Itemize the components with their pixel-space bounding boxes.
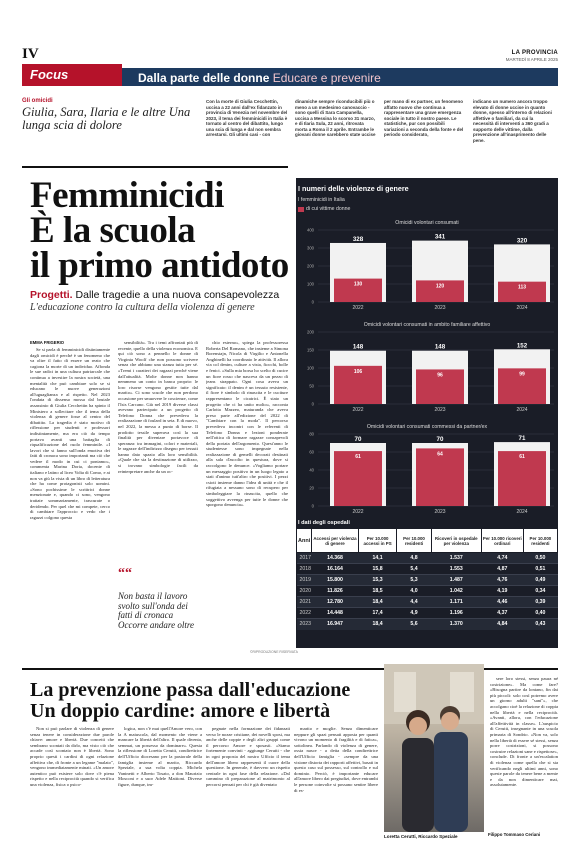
bar-total-label: 148 [352, 343, 364, 351]
chart-title: Omicidi volontari consumati commessi da partner/ex [366, 424, 488, 430]
table-header-cell: Per 10.000 ricoveri ordinari [481, 529, 523, 553]
bottom-col-1-text: Non si può parlare di violenza di genere senza tenere in considerazione due parole chiave: amore e libertà. Due concetti che sembrano scontati da dirlo, ma visto ciò che accade così scontato non è libertà. Sono proprio questi i cardini di ogni relazione affettiva che, di fronte a un legame "malato", vengono immediatamente minati. «Un amore autentico può esistere solo dove c'è piena rispetto e nella reciprocità quando si verifica una violenza, fisica o psico- [30, 726, 114, 787]
legend-label: di cui vittime donne [306, 206, 351, 212]
table-cell: 4,46 [481, 597, 523, 608]
y-tick-label: 60 [309, 449, 314, 455]
table-cell: 16.164 [312, 564, 359, 575]
table-cell: 15,8 [358, 564, 397, 575]
table-header-cell: Per 10.000 residenti [397, 529, 431, 553]
y-tick-label: 50 [309, 383, 314, 389]
table-row [297, 586, 558, 597]
table-cell: 1.487 [431, 575, 481, 586]
table-row [297, 564, 558, 575]
table-cell: 2023 [297, 619, 312, 630]
standfirst-sub: L'educazione contro la cultura della violenza di genere [30, 302, 255, 313]
y-tick-label: 100 [307, 365, 314, 371]
table-header-cell: Per 10.000 residenti [523, 529, 557, 553]
table-cell: 1.537 [431, 553, 481, 564]
table-cell: 0,39 [523, 597, 557, 608]
x-tick-label: 2022 [352, 305, 364, 311]
couple-photo-illustration [384, 664, 484, 832]
chart-title: Omicidi volontari consumati in ambito familiare affettivo [363, 322, 491, 328]
table-cell: 4,9 [397, 608, 431, 619]
table-cell: 5,4 [397, 564, 431, 575]
article-col-1-text: Se si parla di femminicidi distintamente dagli omicidi è perché è un fenomeno che va oltre il fatto di essere un reato che cagiona la morte di un individuo. Affonda le sue radici in una cultura patriarcale che continua a investire la nostra società, una mentalità che può cambiare solo se si educano le nuove generazioni all'uguaglianza e al rispetto. Nel 2023 l'ondata di dissenso mossa dal brutale assassinio di Giulia Cecchettin ha spinto il Ministero a sollecitare che il tema della violenza di genere fosse al centro del dibattito. La tragedia è stato motivo di riflessione per studenti e professori indistintamente, ma era ciò da tempo portava avanti una battaglia di riqualificazione del ruolo femminile. «I lavori che si fanno sull'onda emotiva dei fatti di cronaca sono importanti ma ciò che vedere il modo in cui ci poniamo», commenta Marina Doria, docente di italiano e latino al liceo Volta di Como, e ai non va giù la vista di un libro di letteratura che ha come protagonisti solo uomini. «Sono pochissime le scrittrici donne menzionate e, quando ci sono, vengono trattate sommariamente, trascurate o deridendo. Per quel che mi compete, cerco di cambiare l'approccio e vedo che i ragazzi colgono questa [30, 347, 110, 520]
table-row [297, 575, 558, 586]
table-cell: 2018 [297, 564, 312, 575]
x-tick-label: 2023 [434, 407, 446, 413]
copyright: ©RIPRODUZIONE RISERVATA [250, 650, 298, 654]
bar-women-label: 120 [435, 283, 445, 290]
infographic-subtitle: I femminicidi in Italia [298, 197, 345, 203]
focus-label: Focus [30, 67, 69, 82]
bar-women-label: 99 [519, 371, 525, 378]
table-header-cell: Anni [297, 529, 312, 553]
standfirst [30, 289, 290, 301]
bar-total-label: 152 [516, 342, 528, 350]
bar-total-label: 328 [352, 235, 364, 243]
headline-line-2: È la scuola [30, 210, 196, 251]
article-col-3 [206, 340, 288, 652]
omicidi-columns [206, 99, 558, 159]
table-cell: 4,87 [481, 564, 523, 575]
omicidi-col-3: per mano di ex partner, un fenomeno affatto nuovo che continua a rappresentare una grave emergenza sociale in tutto il nostro paese. Le statistiche, pur con possibili variazioni a seconda della fonte e del periodo considerato, [384, 99, 464, 137]
table-cell: 4,74 [481, 553, 523, 564]
bar-women-label: 130 [353, 281, 363, 288]
table-cell: 12.780 [312, 597, 359, 608]
table-row [297, 608, 558, 619]
y-tick-label: 0 [311, 299, 314, 305]
headline-line-1: Femminicidi [30, 175, 224, 216]
bottom-headline-2: Un doppio cardine: amore e libertà [30, 700, 331, 722]
table-cell: 15,3 [358, 575, 397, 586]
table-cell: 1.171 [431, 597, 481, 608]
table-cell: 4,76 [481, 575, 523, 586]
infographic-title: I numeri delle violenze di genere [298, 184, 409, 193]
x-tick-label: 2024 [516, 509, 528, 515]
bottom-col-3 [206, 726, 290, 832]
table-header-row [297, 529, 558, 553]
omicidi-col-4: indicano un numero ancora troppo elevato di donne uccise in quanto donne, spesso all'interno di relazioni affettive o familiari, da cui la necessità di interventi a 360 gradi a supporto delle vittime, dalla prevenzione all'inasprimento delle pene. [473, 99, 552, 143]
bar-total-label: 320 [516, 237, 528, 245]
y-tick-label: 300 [307, 245, 314, 251]
table-cell: 2020 [297, 586, 312, 597]
table-cell: 16.947 [312, 619, 359, 630]
table-cell: 17,4 [358, 608, 397, 619]
bar-total-label: 70 [436, 436, 444, 443]
x-tick-label: 2024 [516, 305, 528, 311]
table-cell: 5,6 [397, 619, 431, 630]
omicidi-col-1: Con la morte di Giulia Cecchettin, uccisa a 22 anni dall'ex fidanzato in provincia di Venezia nel novembre del 2023, il tema dei femminicidi in Italia è tornato al centro del dibattito, lungo una scia di lunga e dal non sembra arrestarsi. Gli ultimi casi - con [206, 99, 288, 137]
headline-rule [22, 166, 288, 168]
page-number: IV [22, 46, 39, 62]
hospital-table [296, 528, 558, 630]
bar-total-label: 70 [354, 436, 362, 443]
x-tick-label: 2023 [434, 509, 446, 515]
article-col-2 [118, 340, 198, 562]
photo-caption: Loretta Cerutti, Riccardo Speziale [384, 834, 458, 839]
table-cell: 4,84 [481, 619, 523, 630]
issue-date: MARTEDÌ 8 APRILE 2025 [505, 57, 558, 62]
section-title-bold: Dalla parte delle donne [138, 71, 270, 85]
table-cell: 14,1 [358, 553, 397, 564]
table-cell: 4,19 [481, 586, 523, 597]
table-cell: 0,49 [523, 575, 557, 586]
main-headline [30, 175, 290, 286]
table-header-cell: Per 10.000 accessi in PS [358, 529, 397, 553]
table-cell: 2017 [297, 553, 312, 564]
omicidi-col-2: dinamiche sempre riconducibili più o meno a un medesimo canovaccio - sono quelli di Sara Campanella, uccisa a Messina lo scorso 31 marzo, e di Ilaria Sula, 22 anni, ritrovata morta a Roma il 2 aprile. Entrambe le giovani donne sarebbero state uccise [295, 99, 376, 137]
table-cell: 0,40 [523, 608, 557, 619]
bottom-col-4 [294, 726, 378, 832]
table-cell: 18,5 [358, 586, 397, 597]
bar-women-label: 64 [437, 451, 443, 458]
bar-total-label: 71 [518, 435, 526, 443]
y-tick-label: 200 [307, 263, 314, 269]
bottom-col-2-text: logica, non c'è mai quell'Amore vero, con la A maiuscola, dal momento che viene a mancare la libertà dell'altro. Il quale diventa, semmai, un possesso da dominare». Questa la riflessione di Loretta Cerutti, condirettrice dell'Ufficio diocesano per la pastorale della famiglia insieme al marito, Riccardo Speziale, a sua volta coppia. Michela Vaninetti e Alberto Tosato, a don Maurizio Mosconi e a suor Adele Mattioni. Diverse figure, dunque, im- [118, 726, 202, 787]
bar-total-label: 148 [434, 343, 446, 351]
x-tick-label: 2022 [352, 509, 364, 515]
bottom-col-5-text: sere loro stessi, senza paura né costrizione». Ma come fare? «Bisogna partire da lontano, fin dai più piccoli: solo così potremo avere un giorno adulti "sani"», che accolgano cioè la relazione di coppia nella libertà e nella reciprocità. «Avanti, allora, con l'educazione all'affettività in classe». L'auspicio di Cerutti, insegnante in una scuola primaria di Sondrio. «Non va, solo nella libertà di essere sé stessi, senza porre costrizioni, si possono costruire relazioni sane e rispettose», conclude. Di fronte a un'escalation di violenza come quella che si sta verificando negli ultimi anni, sono queste parole da tenere bene a mente e da non dimenticare mai, assolutamente. [490, 676, 558, 788]
table-cell: 4,4 [397, 597, 431, 608]
bar-charts [296, 214, 558, 518]
article-col-2-text: sensibilità». Tra i temi affrontati più di recente, quello della violenza economica. E qui ciò sono a pennello le donne di Virginia Woolf che non possono scrivere senza che abbiano una stanza tutta per sé. «Tremi i caratteri dei ragazzi perché viene dall'attualità. Molte donne non hanno nemmeno un conto in banca proprio: le loro risorse vengono gestite tutte dal marito». Ci sono scuole che non perdono occasione per smuovere le coscienze, come l'Isis Carcano. Già nel 2019 diverse classi avevano partecipato a un progetto di Telefono Donna che prevedeva la realizzazione di foulard in seta. E di nuovo, nel 2022, la messa a punto di borse. Il prodotto tessile superava così la sua finalità per diventare portavoce di speranza: tra immagini, colori e materiali, le ragazze dell'indirizzo disegno per tessuti hanno dato spazio alla loro sensibilità. «Quale che sia la destinazione di utilizzo, si trovano simbologie facili da reinterpretare anche da un oc- [118, 340, 198, 474]
bar-total-label: 341 [434, 233, 446, 241]
bottom-col-5 [490, 676, 558, 828]
y-tick-label: 80 [309, 431, 314, 437]
table-cell: 2019 [297, 575, 312, 586]
table-cell: 1.196 [431, 608, 481, 619]
bottom-col-4-text: marito e moglie. Senza dimenticare neppure gli spazi pensati apposta per quanti vivono un momento di fragilità e di fatica», sottolinea. Parlando di violenza di genere, ossia nasce - a detta della condirettrice dell'Ufficio famiglia - «sempre da una visione distorta dei rapporti affettivi, basati in questo caso sul possesso, sul controllo e sul dominio. Perciò, è importante educare all'amore libero dai pregiudizi, dove entrambi le persone coinvolte si possano sentire libere di es- [294, 726, 378, 793]
bottom-headline-1: La prevenzione passa dall'educazione [30, 679, 351, 701]
bar-women-label: 61 [355, 454, 361, 461]
table-title: I dati degli ospedali [298, 520, 350, 526]
y-tick-label: 0 [311, 401, 314, 407]
bar-women-label: 106 [353, 368, 363, 375]
table-cell: 15.800 [312, 575, 359, 586]
x-tick-label: 2022 [352, 407, 364, 413]
legend-swatch [298, 207, 304, 212]
table-cell: 11.826 [312, 586, 359, 597]
table-row [297, 619, 558, 630]
section-title-sub: Educare e prevenire [272, 71, 381, 85]
table-cell: 4,37 [481, 608, 523, 619]
table-header-cell: Ricoveri in ospedale per violenza [431, 529, 481, 553]
bar-women-label: 113 [517, 284, 527, 291]
table-header-cell: Accessi per violenza di genere [312, 529, 359, 553]
couple-photo [384, 664, 484, 832]
table-cell: 2022 [297, 608, 312, 619]
y-tick-label: 0 [311, 503, 314, 509]
bottom-col-1 [30, 726, 114, 832]
article-col-3-text: chio esterno», spiega la professoressa Roberta Del Romano, che insieme a Simona Borenstajn, Nicola di Virgilio e Antonella Anghinelli ha coordinato le attività. Il allora via col denim, culture a vista, fiocchi, bolle e fenici. «Sulla mia borsa ho scelto di cucire un fiore rosso che nasceva da un pezzo di jeans strappato. Ogni cosa aveva un significato: il denim è un tessuto resistente, il fiore è simbolo di rinascita e le cuciture rappresentano le cicatrici. È stato un progetto che ci ha unito molto», racconta Carlotta Mazzeo, maturanda che aveva preso parte all'edizione del 2022 di "Cambiare con la moda". Il percorso prevedeva incontri con le referenti di Telefono Donna e lezioni ponderate nell'ottica di formare ragazze consapevoli della portata dell'argomento. Quest'anno le studentesse sono impegnate nella realizzazione di gemelli decorati destinati alla sala d'ascolto in questura, dove si raccolgono le denunce. «Vogliamo portare un messaggio positivo in un luogo legato a stati d'animo tutt'altro che positivi. I pezzi csioti insieme danno l'idea di unità e che il rifugiata a nessuno sono di recupero per simboleggiare la rinascita, quello che soggettivo avvenga per tutte le donne che sporgono denuncia». [206, 340, 288, 508]
bottom-byline: Filippo Tommaso Ceriani [488, 832, 541, 837]
y-tick-label: 200 [307, 329, 314, 335]
bar-women-label: 61 [519, 454, 525, 461]
pull-quote: Non basta il lavoro svolto sull'onda dei fatti di cronaca Occorre andare oltre [118, 591, 194, 630]
table-row [297, 597, 558, 608]
y-tick-label: 150 [307, 347, 314, 353]
table-cell: 0,51 [523, 564, 557, 575]
omicidi-kicker: Gli omicidi [22, 98, 53, 104]
standfirst-text: Dalle tragedie a una nuova consapevolezza [75, 289, 280, 301]
article-col-1 [30, 347, 110, 652]
table-cell: 0,34 [523, 586, 557, 597]
x-tick-label: 2023 [434, 305, 446, 311]
table-cell: 1.042 [431, 586, 481, 597]
table-cell: 18,4 [358, 619, 397, 630]
y-tick-label: 100 [307, 281, 314, 287]
headline-line-3: il primo antidoto [30, 245, 289, 286]
table-cell: 5,3 [397, 575, 431, 586]
quote-mark-icon: ““ [118, 566, 132, 581]
table-cell: 18,4 [358, 597, 397, 608]
section-title [138, 71, 381, 85]
table-cell: 1.553 [431, 564, 481, 575]
y-tick-label: 400 [307, 227, 314, 233]
table-body [297, 553, 558, 630]
table-cell: 0,43 [523, 619, 557, 630]
table-cell: 0,50 [523, 553, 557, 564]
byline: EMMA FRIGERIO [30, 340, 65, 345]
x-tick-label: 2024 [516, 407, 528, 413]
table-cell: 4,8 [397, 553, 431, 564]
table-cell: 14.368 [312, 553, 359, 564]
omicidi-headline: Giulia, Sara, Ilaria e le altre Una lunga scia di dolore [22, 105, 191, 132]
chart-title: Omicidi volontari consumati [395, 220, 459, 226]
table-cell: 1.370 [431, 619, 481, 630]
y-tick-label: 20 [309, 485, 314, 491]
newspaper-brand: LA PROVINCIA [511, 50, 558, 56]
table-row [297, 553, 558, 564]
table-cell: 4,0 [397, 586, 431, 597]
table-cell: 2021 [297, 597, 312, 608]
bar-women-label: 96 [437, 372, 443, 379]
y-tick-label: 40 [309, 467, 314, 473]
bottom-col-3-text: pegnate nella formazione dei fidanzati verso le nozze cristiane, dei novelli sposi, ma anche delle coppie e degli altri gruppi come il percorso Amore e sposasti. «Siamo fortemente convinti - aggiunge Cerutti - che in ogni proposta del nostro Ufficio il tema dell'amore libero rappresenti il cuore della questione. In generale, è davvero un rispetto centrale in ogni fase della relazione. «Dal cammino di preparazione al matrimonio al percorsi pensati per chi è già diventato [206, 726, 290, 787]
standfirst-kicker: Progetti. [30, 289, 73, 301]
table-cell: 14.448 [312, 608, 359, 619]
bottom-headline [30, 680, 390, 722]
bottom-col-2 [118, 726, 202, 832]
